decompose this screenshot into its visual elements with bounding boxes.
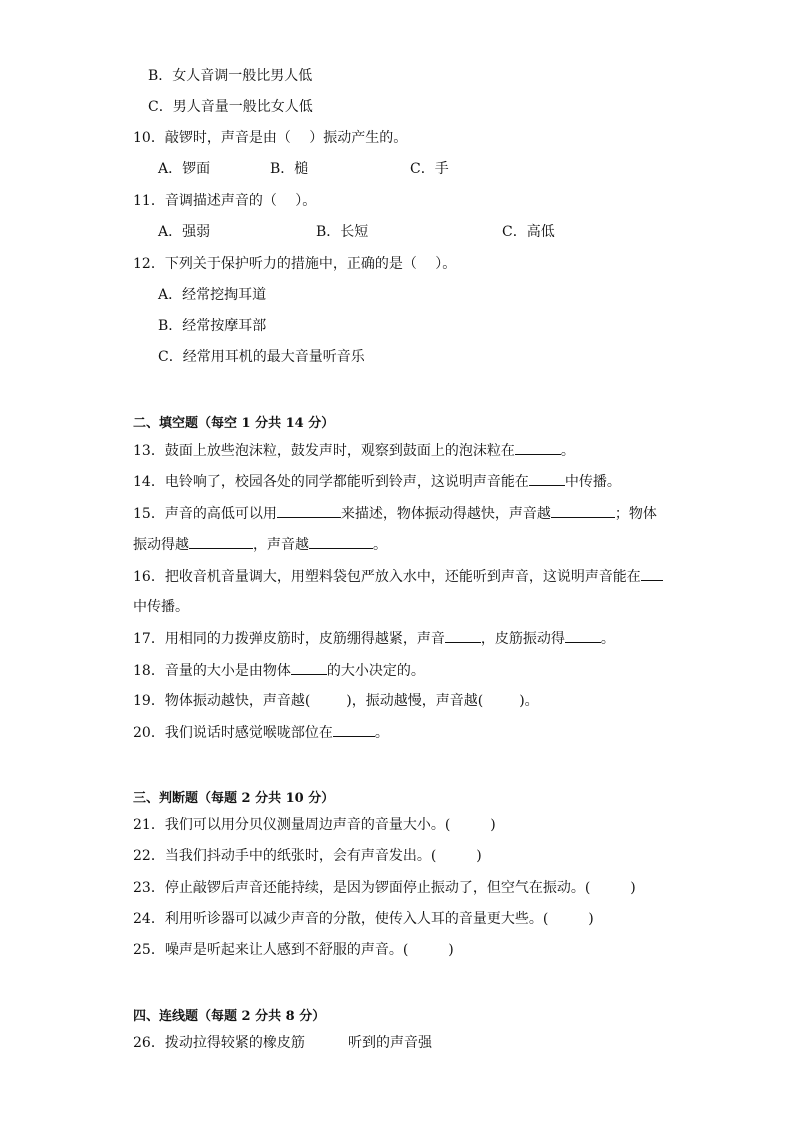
q11-option-c: C．高低 bbox=[502, 224, 555, 240]
q9-option-b: B．女人音调一般比男人低 bbox=[148, 68, 313, 84]
q18-blank[interactable] bbox=[291, 661, 327, 675]
q10-option-b: B．槌 bbox=[270, 161, 309, 177]
q12-option-c: C．经常用耳机的最大音量听音乐 bbox=[158, 349, 365, 365]
q15-l2-text-b: ，声音越 bbox=[253, 537, 309, 553]
q19-text-a: 19．物体振动越快，声音越( bbox=[133, 693, 311, 709]
q11-stem: 11．音调描述声音的（ ）。 bbox=[133, 193, 317, 209]
q9-option-c: C．男人音量一般比女人低 bbox=[148, 99, 313, 115]
q10-option-c: C．手 bbox=[410, 161, 449, 177]
q24-close: ) bbox=[588, 911, 594, 927]
q20-text-b: 。 bbox=[374, 725, 389, 741]
q17-text-c: 。 bbox=[600, 631, 615, 647]
q16-blank[interactable] bbox=[641, 567, 663, 581]
q10-stem: 10．敲锣时，声音是由（ ）振动产生的。 bbox=[133, 130, 408, 146]
section2-title: 二、填空题（每空 1 分共 14 分） bbox=[133, 416, 335, 431]
q11-option-b: B．长短 bbox=[316, 224, 369, 240]
q12-stem: 12．下列关于保护听力的措施中，正确的是（ ）。 bbox=[133, 256, 457, 272]
q14-text-a: 14．电铃响了，校园各处的同学都能听到铃声，这说明声音能在 bbox=[133, 474, 529, 490]
q18 bbox=[133, 661, 425, 680]
q20-blank[interactable] bbox=[333, 723, 375, 737]
q12-option-a: A．经常挖掏耳道 bbox=[158, 287, 267, 303]
q17 bbox=[133, 629, 615, 648]
q13 bbox=[133, 441, 575, 460]
q21 bbox=[133, 816, 496, 834]
q13-blank[interactable] bbox=[515, 441, 561, 455]
q16-line2: 中传播。 bbox=[133, 599, 189, 615]
q21-close: ) bbox=[490, 817, 496, 833]
q19 bbox=[133, 692, 539, 710]
q16-text-a: 16．把收音机音量调大，用塑料袋包严放入水中，还能听到声音，这说明声音能在 bbox=[133, 569, 641, 585]
q23-text: 23．停止敲锣后声音还能持续，是因为锣面停止振动了，但空气在振动。( bbox=[133, 880, 591, 896]
q26-right-item[interactable]: 听到的声音强 bbox=[348, 1035, 432, 1051]
q15-text-c: ；物体 bbox=[614, 506, 657, 522]
q15-l2-text-c: 。 bbox=[373, 537, 387, 553]
q26-left-item[interactable]: 26．拨动拉得较紧的橡皮筋 bbox=[133, 1035, 305, 1051]
q15-l2-text-a: 振动得越 bbox=[133, 537, 189, 553]
q24 bbox=[133, 910, 594, 928]
q15-blank-2[interactable] bbox=[551, 504, 615, 518]
q22-close: ) bbox=[476, 848, 482, 864]
q15-blank-1[interactable] bbox=[277, 504, 341, 518]
section3-title: 三、判断题（每题 2 分共 10 分） bbox=[133, 791, 335, 806]
q17-blank-2[interactable] bbox=[565, 629, 601, 643]
q18-text-a: 18．音量的大小是由物体 bbox=[133, 663, 291, 679]
q13-text-a: 13．鼓面上放些泡沫粒，鼓发声时，观察到鼓面上的泡沫粒在 bbox=[133, 443, 515, 459]
q23-close: ) bbox=[630, 880, 636, 896]
q17-text-a: 17．用相同的力拨弹皮筋时，皮筋绷得越紧，声音 bbox=[133, 631, 445, 647]
q15-blank-3[interactable] bbox=[189, 535, 253, 549]
q15-text-b: 来描述，物体振动得越快，声音越 bbox=[340, 506, 551, 522]
q19-text-b: )，振动越慢，声音越( bbox=[346, 693, 484, 709]
q14-text-b: 中传播。 bbox=[564, 474, 621, 490]
q20 bbox=[133, 723, 389, 742]
q11-option-a: A．强弱 bbox=[158, 224, 211, 240]
q25-text: 25．噪声是听起来让人感到不舒服的声音。( bbox=[133, 942, 409, 958]
q15-line2 bbox=[133, 535, 387, 554]
q10-option-a: A．锣面 bbox=[158, 161, 211, 177]
q17-text-b: ，皮筋振动得 bbox=[480, 631, 565, 647]
q15-line1 bbox=[133, 504, 657, 523]
q18-text-b: 的大小决定的。 bbox=[326, 663, 425, 679]
q12-option-b: B．经常按摩耳部 bbox=[158, 318, 267, 334]
q14-blank[interactable] bbox=[529, 472, 565, 486]
q14 bbox=[133, 472, 621, 491]
q25 bbox=[133, 941, 454, 959]
q20-text-a: 20．我们说话时感觉喉咙部位在 bbox=[133, 725, 333, 741]
q22-text: 22．当我们抖动手中的纸张时，会有声音发出。( bbox=[133, 848, 437, 864]
q15-blank-4[interactable] bbox=[309, 535, 373, 549]
q19-text-c: )。 bbox=[519, 693, 539, 709]
q23 bbox=[133, 879, 636, 897]
q25-close: ) bbox=[448, 942, 454, 958]
section4-title: 四、连线题（每题 2 分共 8 分） bbox=[133, 1009, 326, 1024]
q15-text-a: 15．声音的高低可以用 bbox=[133, 506, 277, 522]
q17-blank-1[interactable] bbox=[445, 629, 481, 643]
q16-line1 bbox=[133, 567, 663, 586]
q22 bbox=[133, 847, 482, 865]
q21-text: 21．我们可以用分贝仪测量周边声音的音量大小。( bbox=[133, 817, 451, 833]
q13-text-b: 。 bbox=[560, 443, 575, 459]
q24-text: 24．利用听诊器可以减少声音的分散，使传入人耳的音量更大些。( bbox=[133, 911, 549, 927]
